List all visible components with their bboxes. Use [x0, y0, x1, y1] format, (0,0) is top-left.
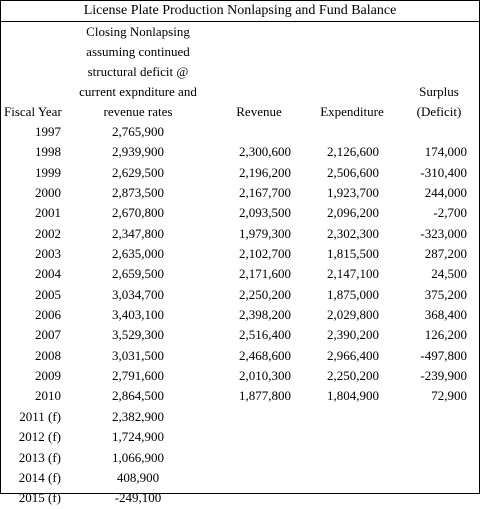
revenue-cell: 2,171,600 — [239, 266, 291, 282]
surplus-cell: -323,000 — [420, 225, 467, 241]
closing-cell: 2,864,500 — [112, 388, 164, 404]
closing-cell: 2,347,800 — [112, 225, 164, 241]
table-row — [1, 488, 479, 508]
closing-cell: 2,629,500 — [112, 164, 164, 180]
surplus-header-line: (Deficit) — [416, 104, 462, 119]
revenue-cell: 1,979,300 — [239, 225, 291, 241]
fiscal-year-cell: 2013 (f) — [18, 449, 61, 465]
table-row — [1, 427, 479, 447]
fiscal-year-cell: 2012 (f) — [18, 429, 61, 445]
surplus-cell: -2,700 — [433, 205, 467, 221]
closing-header-line: structural deficit @ — [87, 64, 189, 79]
surplus-cell: 174,000 — [424, 144, 467, 160]
expenditure-cell: 1,804,900 — [327, 388, 379, 404]
expenditure-cell: 2,126,600 — [327, 144, 379, 160]
closing-cell: -249,100 — [114, 490, 162, 506]
closing-cell: 408,900 — [116, 469, 160, 485]
closing-cell: 2,670,800 — [112, 205, 164, 221]
surplus-cell: 244,000 — [424, 185, 467, 201]
fiscal-year-cell: 2007 — [35, 327, 61, 343]
closing-cell: 3,034,700 — [112, 286, 164, 302]
fiscal-year-cell: 2006 — [35, 307, 61, 323]
revenue-cell: 2,300,600 — [239, 144, 291, 160]
closing-cell: 2,382,900 — [112, 408, 164, 424]
closing-cell: 2,939,900 — [112, 144, 164, 160]
fiscal-year-cell: 2000 — [35, 185, 61, 201]
table-row — [1, 183, 479, 203]
closing-header-line: assuming continued — [86, 44, 190, 59]
expenditure-header: Expenditure — [320, 104, 384, 119]
table-row — [1, 244, 479, 264]
revenue-cell: 2,102,700 — [239, 246, 291, 262]
fiscal-year-cell: 2015 (f) — [18, 490, 61, 506]
table-row — [1, 346, 479, 366]
closing-cell: 2,873,500 — [112, 185, 164, 201]
revenue-cell: 2,196,200 — [239, 164, 291, 180]
surplus-deficit-header — [407, 82, 471, 122]
closing-nonlapsing-header — [63, 22, 213, 122]
closing-cell: 1,724,900 — [112, 429, 164, 445]
fiscal-year-cell: 2010 — [35, 388, 61, 404]
revenue-cell: 2,093,500 — [239, 205, 291, 221]
fiscal-year-cell: 2004 — [35, 266, 61, 282]
expenditure-cell: 2,390,200 — [327, 327, 379, 343]
closing-cell: 2,659,500 — [112, 266, 164, 282]
table-row — [1, 285, 479, 305]
surplus-cell: 287,200 — [424, 246, 467, 262]
expenditure-cell: 2,966,400 — [327, 347, 379, 363]
table-row — [1, 224, 479, 244]
fiscal-year-cell: 2005 — [35, 286, 61, 302]
expenditure-cell: 2,096,200 — [327, 205, 379, 221]
closing-cell: 2,635,000 — [112, 246, 164, 262]
surplus-cell: -310,400 — [420, 164, 467, 180]
table-title: License Plate Production Nonlapsing and Fund Balance — [1, 1, 479, 22]
expenditure-cell: 1,815,500 — [327, 246, 379, 262]
fiscal-year-cell: 2003 — [35, 246, 61, 262]
revenue-header: Revenue — [236, 104, 282, 119]
table-row — [1, 142, 479, 162]
table-row — [1, 163, 479, 183]
surplus-cell: -497,800 — [420, 347, 467, 363]
revenue-cell: 2,010,300 — [239, 368, 291, 384]
surplus-cell: 126,200 — [424, 327, 467, 343]
expenditure-cell: 1,923,700 — [327, 185, 379, 201]
expenditure-cell: 2,250,200 — [327, 368, 379, 384]
expenditure-cell: 2,147,100 — [327, 266, 379, 282]
fiscal-year-cell: 2014 (f) — [18, 469, 61, 485]
table-row — [1, 448, 479, 468]
revenue-cell: 2,468,600 — [239, 347, 291, 363]
table-body — [1, 122, 479, 509]
closing-header-line: revenue rates — [103, 104, 173, 119]
closing-cell: 3,403,100 — [112, 307, 164, 323]
fiscal-year-cell: 1999 — [35, 164, 61, 180]
revenue-cell: 2,167,700 — [239, 185, 291, 201]
expenditure-cell: 1,875,000 — [327, 286, 379, 302]
table-row — [1, 468, 479, 488]
expenditure-cell: 2,506,600 — [327, 164, 379, 180]
closing-cell: 1,066,900 — [112, 449, 164, 465]
table-row — [1, 407, 479, 427]
revenue-cell: 2,398,200 — [239, 307, 291, 323]
fiscal-year-cell: 1998 — [35, 144, 61, 160]
revenue-cell: 2,250,200 — [239, 286, 291, 302]
table-row — [1, 386, 479, 406]
table-row — [1, 122, 479, 142]
table-row — [1, 305, 479, 325]
fiscal-year-cell: 2009 — [35, 368, 61, 384]
expenditure-cell: 2,302,300 — [327, 225, 379, 241]
table-row — [1, 203, 479, 223]
closing-header-line: Closing Nonlapsing — [86, 24, 190, 39]
fiscal-year-cell: 2001 — [35, 205, 61, 221]
fiscal-year-cell: 1997 — [35, 124, 61, 139]
table-row — [1, 325, 479, 345]
fiscal-year-cell: 2011 (f) — [19, 408, 61, 424]
fiscal-year-header: Fiscal Year — [4, 104, 62, 119]
closing-cell: 2,765,900 — [112, 124, 164, 139]
closing-cell: 3,031,500 — [112, 347, 164, 363]
fiscal-year-cell: 2008 — [35, 347, 61, 363]
closing-cell: 2,791,600 — [112, 368, 164, 384]
table-row — [1, 264, 479, 284]
surplus-cell: 24,500 — [431, 266, 467, 282]
fiscal-year-cell: 2002 — [35, 225, 61, 241]
surplus-cell: 72,900 — [431, 388, 467, 404]
surplus-cell: 368,400 — [424, 307, 467, 323]
closing-cell: 3,529,300 — [112, 327, 164, 343]
closing-header-line: current expnditure and — [79, 84, 197, 99]
expenditure-cell: 2,029,800 — [327, 307, 379, 323]
table-row — [1, 366, 479, 386]
revenue-cell: 2,516,400 — [239, 327, 291, 343]
surplus-cell: 375,200 — [424, 286, 467, 302]
surplus-header-line: Surplus — [419, 84, 459, 99]
surplus-cell: -239,900 — [420, 368, 467, 384]
revenue-cell: 1,877,800 — [239, 388, 291, 404]
